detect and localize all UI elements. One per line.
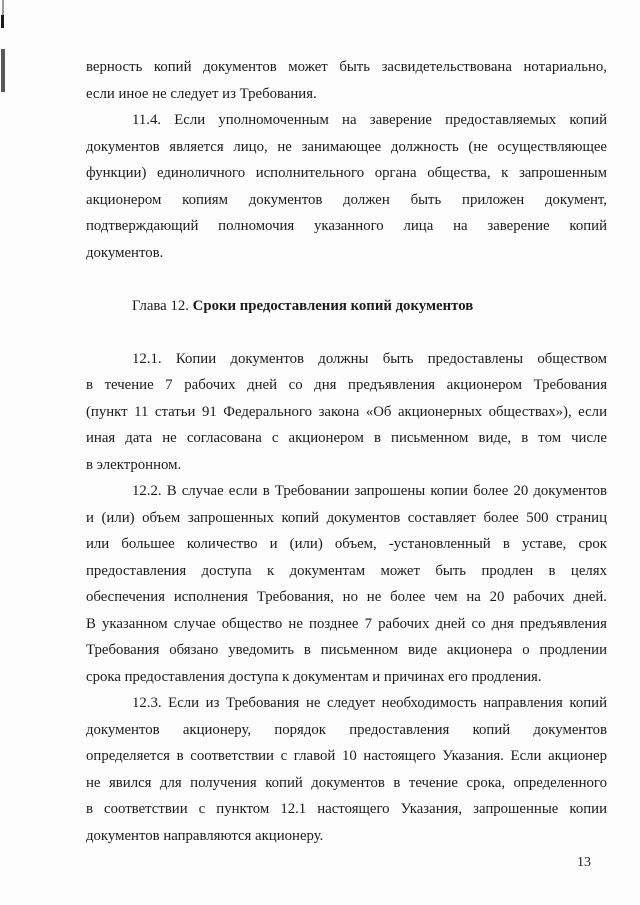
text-line: 12.1. Копии документов должны быть предоставлены обществом	[132, 350, 607, 367]
text-line: документов направляются акционеру.	[86, 827, 324, 844]
text-line: документов акционеру, порядок предоставления копий документов	[86, 721, 607, 738]
text-line: документов является лицо, не занимающее должность (не осуществляющее	[86, 138, 607, 155]
text-line: верность копий документов может быть засвидетельствована нотариально,	[86, 59, 607, 75]
paragraph-11-4	[86, 107, 607, 266]
text-line: предоставления доступа к документам может быть продлен в целях	[86, 562, 607, 579]
text-line: иная дата не согласована с акционером в письменном виде, в том числе	[86, 430, 607, 446]
text-line: 12.3. Если из Требования не следует необходимость направления копий	[132, 695, 607, 711]
scan-artifact-thin-line	[2, 0, 4, 16]
text-line: в течение 7 рабочих дней со дня предъявления акционером Требования	[86, 377, 607, 393]
text-line: В указанном случае общество не позднее 7 рабочих дней со дня предъявления	[86, 615, 607, 632]
text-line: если иное не следует из Требования.	[86, 85, 317, 102]
text-line: функции) единоличного исполнительного органа общества, к запрошенным	[86, 165, 607, 181]
text-line: определяется в соответствии с главой 10 настоящего Указания. Если акционер	[86, 748, 607, 764]
page-number: 13	[577, 855, 591, 870]
paragraph-12-1	[86, 346, 607, 479]
text-line: (пункт 11 статьи 91 Федерального закона «Об акционерных обществах»), если	[86, 403, 607, 420]
text-line: обеспечения исполнения Требования, но не более чем на 20 рабочих дней.	[86, 589, 607, 605]
chapter-heading	[86, 293, 607, 320]
paragraph-12-2	[86, 478, 607, 690]
text-line: или большее количество и (или) объем, -установленный в уставе, срок	[86, 536, 607, 552]
text-line: акционером копиям документов должен быть приложен документ,	[86, 191, 607, 208]
scan-artifact-thin-line-dark	[1, 15, 4, 28]
text-line: 11.4. Если уполномоченным на заверение предоставляемых копий	[132, 112, 607, 128]
text-line: и (или) объем запрошенных копий документов составляет более 500 страниц	[86, 509, 607, 526]
text-line: 12.2. В случае если в Требовании запрошены копии более 20 документов	[132, 483, 607, 499]
text-block	[86, 54, 607, 849]
text-line: в соответствии с пунктом 12.1 настоящего Указания, запрошенные копии	[86, 801, 607, 817]
text-line: не явился для получения копий документов в течение срока, определенного	[86, 774, 607, 791]
text-line: подтверждающий полномочия указанного лица на заверение копий	[86, 218, 607, 234]
paragraph-12-3	[86, 690, 607, 849]
chapter-title: Сроки предоставления копий документов	[192, 297, 474, 314]
text-line: Требования обязано уведомить в письменном виде акционера о продлении	[86, 642, 607, 658]
text-line: срока предоставления доступа к документам и причинах его продления.	[86, 668, 542, 685]
text-line: в электронном.	[86, 456, 182, 473]
chapter-number: Глава 12.	[132, 297, 189, 314]
text-line: документов.	[86, 244, 164, 261]
scan-artifact-bar	[1, 49, 5, 92]
paragraph-continuation	[86, 54, 607, 107]
